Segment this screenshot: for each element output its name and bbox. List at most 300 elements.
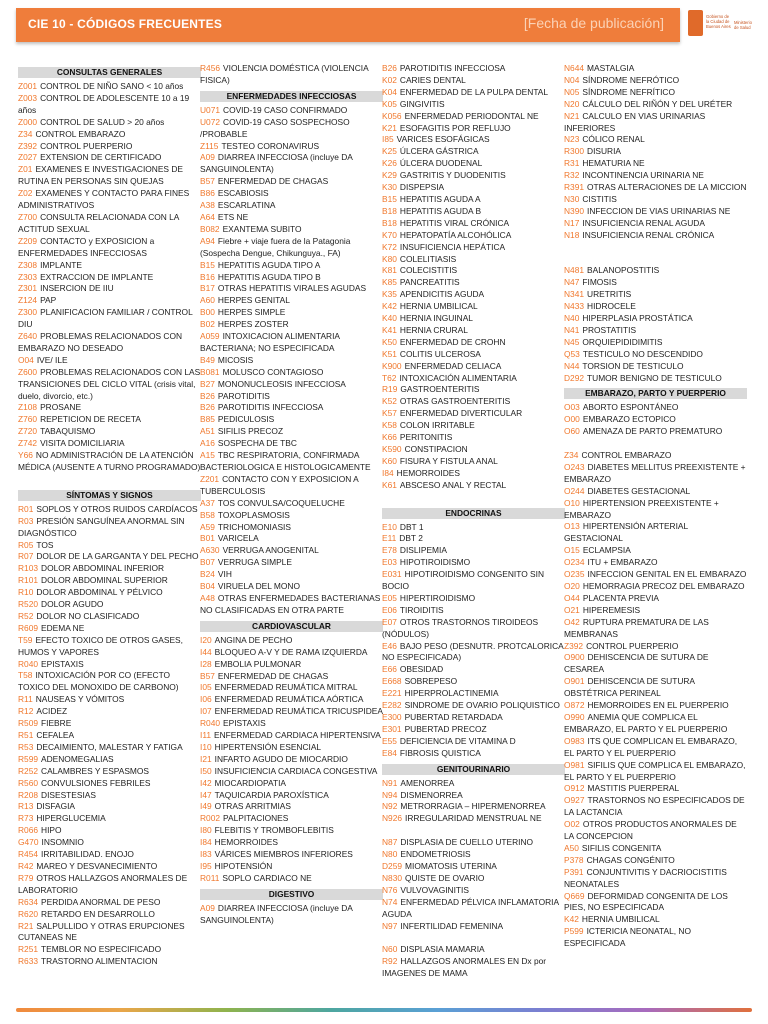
code-entry	[382, 123, 565, 135]
icd-code: B17	[200, 283, 215, 294]
code-entry	[382, 956, 565, 980]
code-entry	[200, 873, 383, 885]
code-entry	[382, 545, 565, 557]
code-entry	[564, 926, 747, 950]
code-entry	[382, 158, 565, 170]
logo-line-2: Ministerio de Salud	[734, 20, 752, 30]
code-entry	[18, 426, 201, 438]
icd-code: B26	[200, 402, 215, 413]
icd-description: PAROTIDITIS INFECCIOSA	[217, 402, 324, 413]
icd-description: ESOFAGITIS POR REFLUJO	[399, 122, 511, 133]
icd-description: TORSION DE TESTICULO	[582, 360, 684, 371]
code-entry	[18, 331, 201, 355]
icd-code: A60	[200, 295, 215, 306]
code-entry	[564, 569, 747, 581]
section-header: ENDOCRINAS	[382, 508, 565, 519]
code-entry	[18, 861, 201, 873]
icd-description: HERPES SIMPLE	[217, 307, 286, 318]
icd-code: B081	[200, 366, 220, 377]
icd-code: A09	[200, 152, 215, 163]
icd-description: DISFAGIA	[36, 801, 76, 812]
icd-code: P391	[564, 866, 584, 877]
code-entry	[564, 63, 747, 75]
icd-code: Z02	[18, 188, 33, 199]
icd-description: COVID-19 CASO CONFIRMADO	[223, 104, 348, 115]
icd-code: A51	[200, 426, 215, 437]
icd-code: Z700	[18, 211, 38, 222]
code-entry	[382, 99, 565, 111]
spacer	[564, 253, 747, 265]
icd-description: CHAGAS CONGÉNITO	[586, 854, 675, 865]
icd-code: E46	[382, 640, 397, 651]
icd-description: HALLAZGOS ANORMALES EN Dx por IMAGENES DE MAMA	[382, 956, 547, 979]
code-entry	[382, 194, 565, 206]
icd-description: BALANOPOSTITIS	[587, 265, 660, 276]
icd-description: DBT 1	[399, 521, 424, 532]
icd-description: SOSPECHA DE TBC	[217, 438, 297, 449]
icd-description: CÁLCULO DEL RIÑÓN Y DEL URÉTER	[582, 98, 733, 109]
icd-description: ENFERMEDAD PÉLVICA INFLAMATORIA AGUDA	[382, 896, 559, 919]
icd-description: ANGINA DE PECHO	[214, 634, 293, 645]
code-entry	[382, 522, 565, 534]
icd-code: K35	[382, 289, 397, 300]
icd-description: ENFERMEDAD REUMÁTICA MITRAL	[214, 682, 358, 693]
icd-code: R31	[564, 158, 580, 169]
icd-code: O21	[564, 604, 580, 615]
icd-code: Z742	[18, 438, 38, 449]
code-entry	[18, 188, 201, 212]
code-entry	[200, 778, 383, 790]
icd-description: URETRITIS	[587, 289, 632, 300]
icd-code: R07	[18, 551, 34, 562]
icd-code: O42	[564, 616, 580, 627]
icd-code: K29	[382, 170, 397, 181]
icd-code: B00	[200, 307, 215, 318]
code-entry	[200, 533, 383, 545]
icd-code: N830	[382, 872, 403, 883]
icd-description: HIPERPLASIA PROSTÁTICA	[582, 313, 693, 323]
code-entry	[200, 754, 383, 766]
code-entry	[382, 254, 565, 266]
icd-code: Z34	[18, 128, 33, 139]
code-entry	[564, 301, 747, 313]
icd-code: Y66	[18, 450, 33, 461]
icd-code: R509	[18, 718, 39, 729]
icd-code: K05	[382, 98, 397, 109]
code-entry	[564, 206, 747, 218]
icd-description: HEPATITIS AGUDA A	[399, 193, 481, 204]
code-entry	[18, 801, 201, 813]
code-entry	[200, 117, 383, 141]
code-entry	[564, 891, 747, 915]
code-entry	[382, 712, 565, 724]
code-entry	[564, 521, 747, 545]
icd-code: R05	[18, 539, 34, 550]
icd-description: FLEBITIS Y TROMBOFLEBITIS	[214, 825, 334, 836]
icd-code: O04	[18, 354, 34, 365]
icd-description: DIARREA INFECCIOSA (incluye DA SANGUINOLENTA)	[200, 902, 353, 925]
code-entry	[564, 265, 747, 277]
icd-code: O235	[564, 569, 585, 580]
code-entry	[18, 587, 201, 599]
icd-description: TRASTORNOS NO ESPECIFICADOS DE LA LACTANCIA	[564, 795, 745, 818]
icd-code: K04	[382, 86, 397, 97]
icd-code: O872	[564, 700, 585, 711]
icd-description: TEMBLOR NO ESPECIFICADO	[41, 944, 162, 955]
icd-description: CONTROL DE SALUD > 20 años	[40, 116, 165, 127]
code-entry	[18, 540, 201, 552]
code-entry	[382, 569, 565, 593]
section-header: CARDIOVASCULAR	[200, 621, 383, 632]
icd-code: K51	[382, 348, 397, 359]
icd-description: DOLOR ABDOMINAL Y PÉLVICO	[36, 587, 163, 598]
code-entry	[382, 873, 565, 885]
icd-code: Z201	[200, 473, 220, 484]
icd-description: SÍNDROME NEFRÓTICO	[582, 74, 680, 85]
icd-description: DBT 2	[399, 533, 423, 544]
icd-code: I07	[200, 706, 212, 717]
icd-code: R040	[18, 658, 39, 669]
icd-code: R42	[18, 860, 34, 871]
code-entry	[200, 647, 383, 659]
icd-code: N30	[564, 193, 580, 204]
icd-description: IMPLANTE	[40, 259, 82, 270]
icd-description: COLITIS ULCEROSA	[399, 348, 481, 359]
code-entry	[564, 545, 747, 557]
code-entry	[200, 718, 383, 730]
icd-description: ECLAMPSIA	[582, 545, 631, 556]
code-entry	[18, 742, 201, 754]
code-entry	[382, 218, 565, 230]
icd-description: DEFICIENCIA DE VITAMINA D	[399, 735, 516, 746]
icd-description: PROSTATITIS	[582, 324, 637, 335]
icd-description: FIEBRE	[41, 718, 72, 729]
icd-code: B24	[200, 569, 215, 580]
icd-description: HIPOTIROIDISMO CONGENITO SIN BOCIO	[382, 569, 545, 592]
code-entry	[200, 581, 383, 593]
icd-code: E301	[382, 723, 402, 734]
icd-description: DOLOR ABDOMINAL INFERIOR	[41, 563, 165, 574]
code-entry	[18, 152, 201, 164]
icd-code: B18	[382, 205, 397, 216]
icd-description: TESTICULO NO DESCENDIDO	[582, 348, 703, 359]
icd-description: RUPTURA PREMATURA DE LAS MEMBRANAS	[564, 616, 709, 639]
icd-code: K42	[382, 301, 397, 312]
icd-code: N92	[382, 801, 398, 812]
code-entry	[18, 599, 201, 611]
code-entry	[564, 783, 747, 795]
code-entry	[382, 206, 565, 218]
icd-description: TAQUICARDIA PAROXÍSTICA	[214, 789, 329, 800]
icd-description: CONSULTA RELACIONADA CON LA ACTITUD SEXUAL	[18, 211, 179, 234]
icd-code: R03	[18, 515, 34, 526]
icd-code: B86	[200, 188, 215, 199]
icd-code: I83	[200, 849, 212, 860]
code-entry	[200, 682, 383, 694]
code-entry	[18, 164, 201, 188]
icd-code: Z003	[18, 92, 38, 103]
section-header: CONSULTAS GENERALES	[18, 67, 201, 78]
icd-description: HIPERTENSIÓN ARTERIAL GESTACIONAL	[564, 521, 688, 544]
code-entry	[382, 778, 565, 790]
icd-code: Z124	[18, 295, 38, 306]
code-entry	[382, 861, 565, 873]
code-entry	[382, 557, 565, 569]
code-entry	[18, 635, 201, 659]
code-entry	[382, 944, 565, 956]
code-entry	[200, 837, 383, 849]
icd-description: AMENAZA DE PARTO PREMATURO	[582, 426, 723, 437]
icd-code: K60	[382, 455, 397, 466]
code-entry	[564, 641, 747, 653]
spacer	[18, 474, 201, 486]
icd-description: EMBOLIA PULMONAR	[214, 658, 302, 669]
code-entry	[382, 87, 565, 99]
icd-description: SÍNDROME NEFRÍTICO	[582, 86, 675, 97]
icd-description: INTOXICACIÓN ALIMENTARIA	[399, 372, 517, 383]
icd-description: CALCULO EN VIAS URINARIAS INFERIORES	[564, 110, 706, 133]
icd-description: INSUFICIENCIA HEPÁTICA	[399, 241, 506, 252]
code-entry	[382, 230, 565, 242]
code-entry	[200, 825, 383, 837]
icd-description: ENFERMEDAD REUMÁTICA AÓRTICA	[214, 694, 364, 705]
icd-description: TOXOPLASMOSIS	[217, 509, 290, 520]
icd-description: SIFILIS PRECOZ	[217, 426, 284, 437]
spacer	[382, 932, 565, 944]
code-entry	[382, 444, 565, 456]
code-entry	[564, 182, 747, 194]
icd-description: ITS QUE COMPLICAN EL EMBARAZO, EL PARTO Y EL PUERPERIO	[564, 735, 738, 758]
icd-code: K80	[382, 253, 397, 264]
code-entry	[564, 402, 747, 414]
section-header: ENFERMEDADES INFECCIOSAS	[200, 91, 383, 102]
code-entry	[382, 837, 565, 849]
code-entry	[564, 819, 747, 843]
icd-code: T59	[18, 634, 33, 645]
icd-description: ETS NE	[217, 211, 249, 222]
icd-description: ITU + EMBARAZO	[587, 557, 658, 568]
icd-description: INTOXICACION ALIMENTARIA BACTERIANA; NO ESPECIFICADA	[200, 331, 340, 353]
icd-code: E07	[382, 616, 397, 627]
icd-description: ESCABIOSIS	[217, 188, 269, 199]
code-entry	[200, 730, 383, 742]
icd-code: R609	[18, 622, 39, 633]
icd-description: OBESIDAD	[399, 664, 444, 675]
icd-description: EXTENSION DE CERTIFICADO	[40, 152, 162, 163]
icd-code: I20	[200, 634, 212, 645]
icd-code: R79	[18, 872, 34, 883]
icd-description: EFECTO TOXICO DE OTROS GASES, HUMOS Y VAPORES	[18, 634, 183, 657]
code-entry	[18, 307, 201, 331]
icd-code: R634	[18, 896, 39, 907]
icd-code: O13	[564, 521, 580, 532]
icd-code: R040	[200, 718, 221, 729]
icd-code: O990	[564, 711, 585, 722]
icd-description: ENFERMEDAD DE CHAGAS	[217, 176, 329, 187]
column-4	[564, 63, 747, 950]
icd-code: K42	[564, 914, 579, 925]
icd-description: CÓLICO RENAL	[582, 134, 645, 145]
code-entry	[18, 813, 201, 825]
code-entry	[200, 593, 383, 617]
icd-code: R560	[18, 777, 39, 788]
code-entry	[564, 194, 747, 206]
code-entry	[200, 212, 383, 224]
code-entry	[18, 575, 201, 587]
icd-code: K30	[382, 182, 397, 193]
icd-code: R251	[18, 944, 39, 955]
icd-description: ABSCESO ANAL Y RECTAL	[399, 479, 507, 490]
code-entry	[200, 790, 383, 802]
icd-description: SIFILIS CONGENITA	[581, 842, 662, 853]
icd-description: AMENORREA	[400, 777, 455, 788]
icd-description: VÁRICES MIEMBROS INFERIORES	[214, 849, 353, 860]
code-entry	[200, 510, 383, 522]
icd-description: VIH	[217, 569, 232, 580]
spacer	[382, 825, 565, 837]
icd-description: CONTROL DE NIÑO SANO < 10 años	[40, 81, 184, 91]
code-entry	[564, 230, 747, 242]
code-entry	[564, 313, 747, 325]
icd-description: CARIES DENTAL	[399, 74, 466, 85]
code-entry	[382, 349, 565, 361]
icd-description: NO ADMINISTRACIÓN DE LA ATENCIÓN MÉDICA (AUSENTE A TURNO PROGRAMADO)	[18, 450, 201, 472]
code-entry	[382, 420, 565, 432]
code-entry	[200, 367, 383, 379]
icd-description: HEMORROIDES	[396, 467, 460, 478]
icd-description: DOLOR AGUDO	[41, 599, 104, 610]
code-entry	[18, 272, 201, 284]
icd-description: PUBERTAD RETARDADA	[404, 712, 503, 723]
icd-code: I11	[200, 730, 212, 741]
icd-code: R002	[200, 813, 221, 824]
icd-description: PANCREATITIS	[399, 277, 460, 288]
code-entry	[564, 617, 747, 641]
code-entry	[200, 188, 383, 200]
icd-description: DEFORMIDAD CONGENITA DE LOS PIES, NO ESPECIFICADA	[564, 890, 728, 913]
code-entry	[200, 402, 383, 414]
code-entry	[564, 111, 747, 135]
icd-description: TOS CONVULSA/COQUELUCHE	[217, 497, 345, 508]
code-entry	[382, 170, 565, 182]
code-entry	[18, 81, 201, 93]
code-entry	[18, 706, 201, 718]
icd-description: DIARREA INFECCIOSA (incluye DA SANGUINOLENTA)	[200, 152, 353, 175]
icd-description: HEPATOPATÍA ALCOHÓLICA	[399, 229, 512, 240]
code-entry	[18, 790, 201, 802]
code-entry	[200, 438, 383, 450]
icd-code: N74	[382, 896, 398, 907]
icd-code: G470	[18, 837, 39, 848]
code-entry	[18, 837, 201, 849]
icd-code: Z640	[18, 331, 38, 342]
icd-code: K66	[382, 432, 397, 443]
icd-code: B04	[200, 581, 215, 592]
code-entry	[200, 319, 383, 331]
code-entry	[18, 849, 201, 861]
code-entry	[382, 111, 565, 123]
icd-description: INSUFICIENCIA CARDIACA CONGESTIVA	[214, 765, 378, 776]
icd-description: HEPATITIS VIRAL CRÓNICA	[399, 217, 510, 228]
icd-code: K26	[382, 158, 397, 169]
icd-description: Fiebre + viaje fuera de la Patagonia (Sospecha Dengue, Chikunguya., FA)	[200, 235, 351, 258]
icd-code: A15	[200, 450, 215, 461]
code-entry	[200, 236, 383, 260]
icd-code: E11	[382, 533, 397, 544]
icd-code: O02	[564, 819, 580, 830]
icd-description: HIPERTIROIDISMO	[399, 592, 476, 603]
icd-description: ENFERMEDAD PERIODONTAL NE	[404, 110, 539, 121]
icd-code: K41	[382, 324, 397, 335]
icd-code: E031	[382, 569, 402, 580]
icd-code: Z600	[18, 366, 38, 377]
icd-code: Z001	[18, 81, 38, 91]
code-entry	[564, 676, 747, 700]
icd-code: B082	[200, 223, 220, 234]
code-entry	[564, 170, 747, 182]
icd-code: R391	[564, 182, 585, 193]
icd-code: B49	[200, 354, 215, 365]
icd-description: HEMORRAGIA PRECOZ DEL EMBARAZO	[582, 581, 745, 592]
icd-code: U072	[200, 116, 221, 127]
code-entry	[564, 87, 747, 99]
icd-code: R454	[18, 849, 39, 860]
icd-description: GASTROENTERITIS	[400, 384, 480, 395]
icd-code: R456	[200, 63, 221, 73]
code-entry	[200, 224, 383, 236]
icd-code: N926	[382, 813, 403, 824]
icd-code: I42	[200, 777, 212, 788]
icd-code: R300	[564, 146, 585, 157]
code-entry	[382, 146, 565, 158]
code-entry	[382, 533, 565, 545]
icd-code: K85	[382, 277, 397, 288]
icd-code: O244	[564, 485, 585, 496]
code-entry	[564, 462, 747, 486]
code-entry	[200, 260, 383, 272]
icd-description: PAROTIDITIS	[217, 390, 270, 401]
code-entry	[382, 242, 565, 254]
code-entry	[564, 426, 747, 438]
icd-code: Z308	[18, 259, 38, 270]
code-entry	[18, 516, 201, 540]
icd-description: HERNIA CRURAL	[399, 324, 468, 335]
spacer	[564, 438, 747, 450]
icd-code: R011	[200, 872, 220, 883]
icd-code: K58	[382, 420, 397, 431]
icd-code: U071	[200, 104, 221, 115]
code-entry	[382, 736, 565, 748]
code-entry	[382, 384, 565, 396]
code-entry	[200, 379, 383, 391]
icd-code: Z209	[18, 235, 38, 246]
icd-code: R73	[18, 813, 34, 824]
icd-code: Z108	[18, 402, 38, 413]
icd-code: N481	[564, 265, 585, 276]
code-entry	[382, 617, 565, 641]
icd-description: INTOXICACIÓN POR CO (EFECTO TOXICO DEL MONOXIDO DE CARBONO)	[18, 670, 179, 693]
icd-description: EXTRACCION DE IMPLANTE	[40, 271, 154, 282]
code-entry	[200, 426, 383, 438]
code-entry	[18, 414, 201, 426]
code-entry	[382, 134, 565, 146]
icd-code: I06	[200, 694, 212, 705]
icd-description: MASTALGIA	[587, 63, 635, 73]
icd-code: P599	[564, 926, 584, 937]
code-entry	[382, 641, 565, 665]
code-entry	[18, 236, 201, 260]
code-entry	[18, 778, 201, 790]
